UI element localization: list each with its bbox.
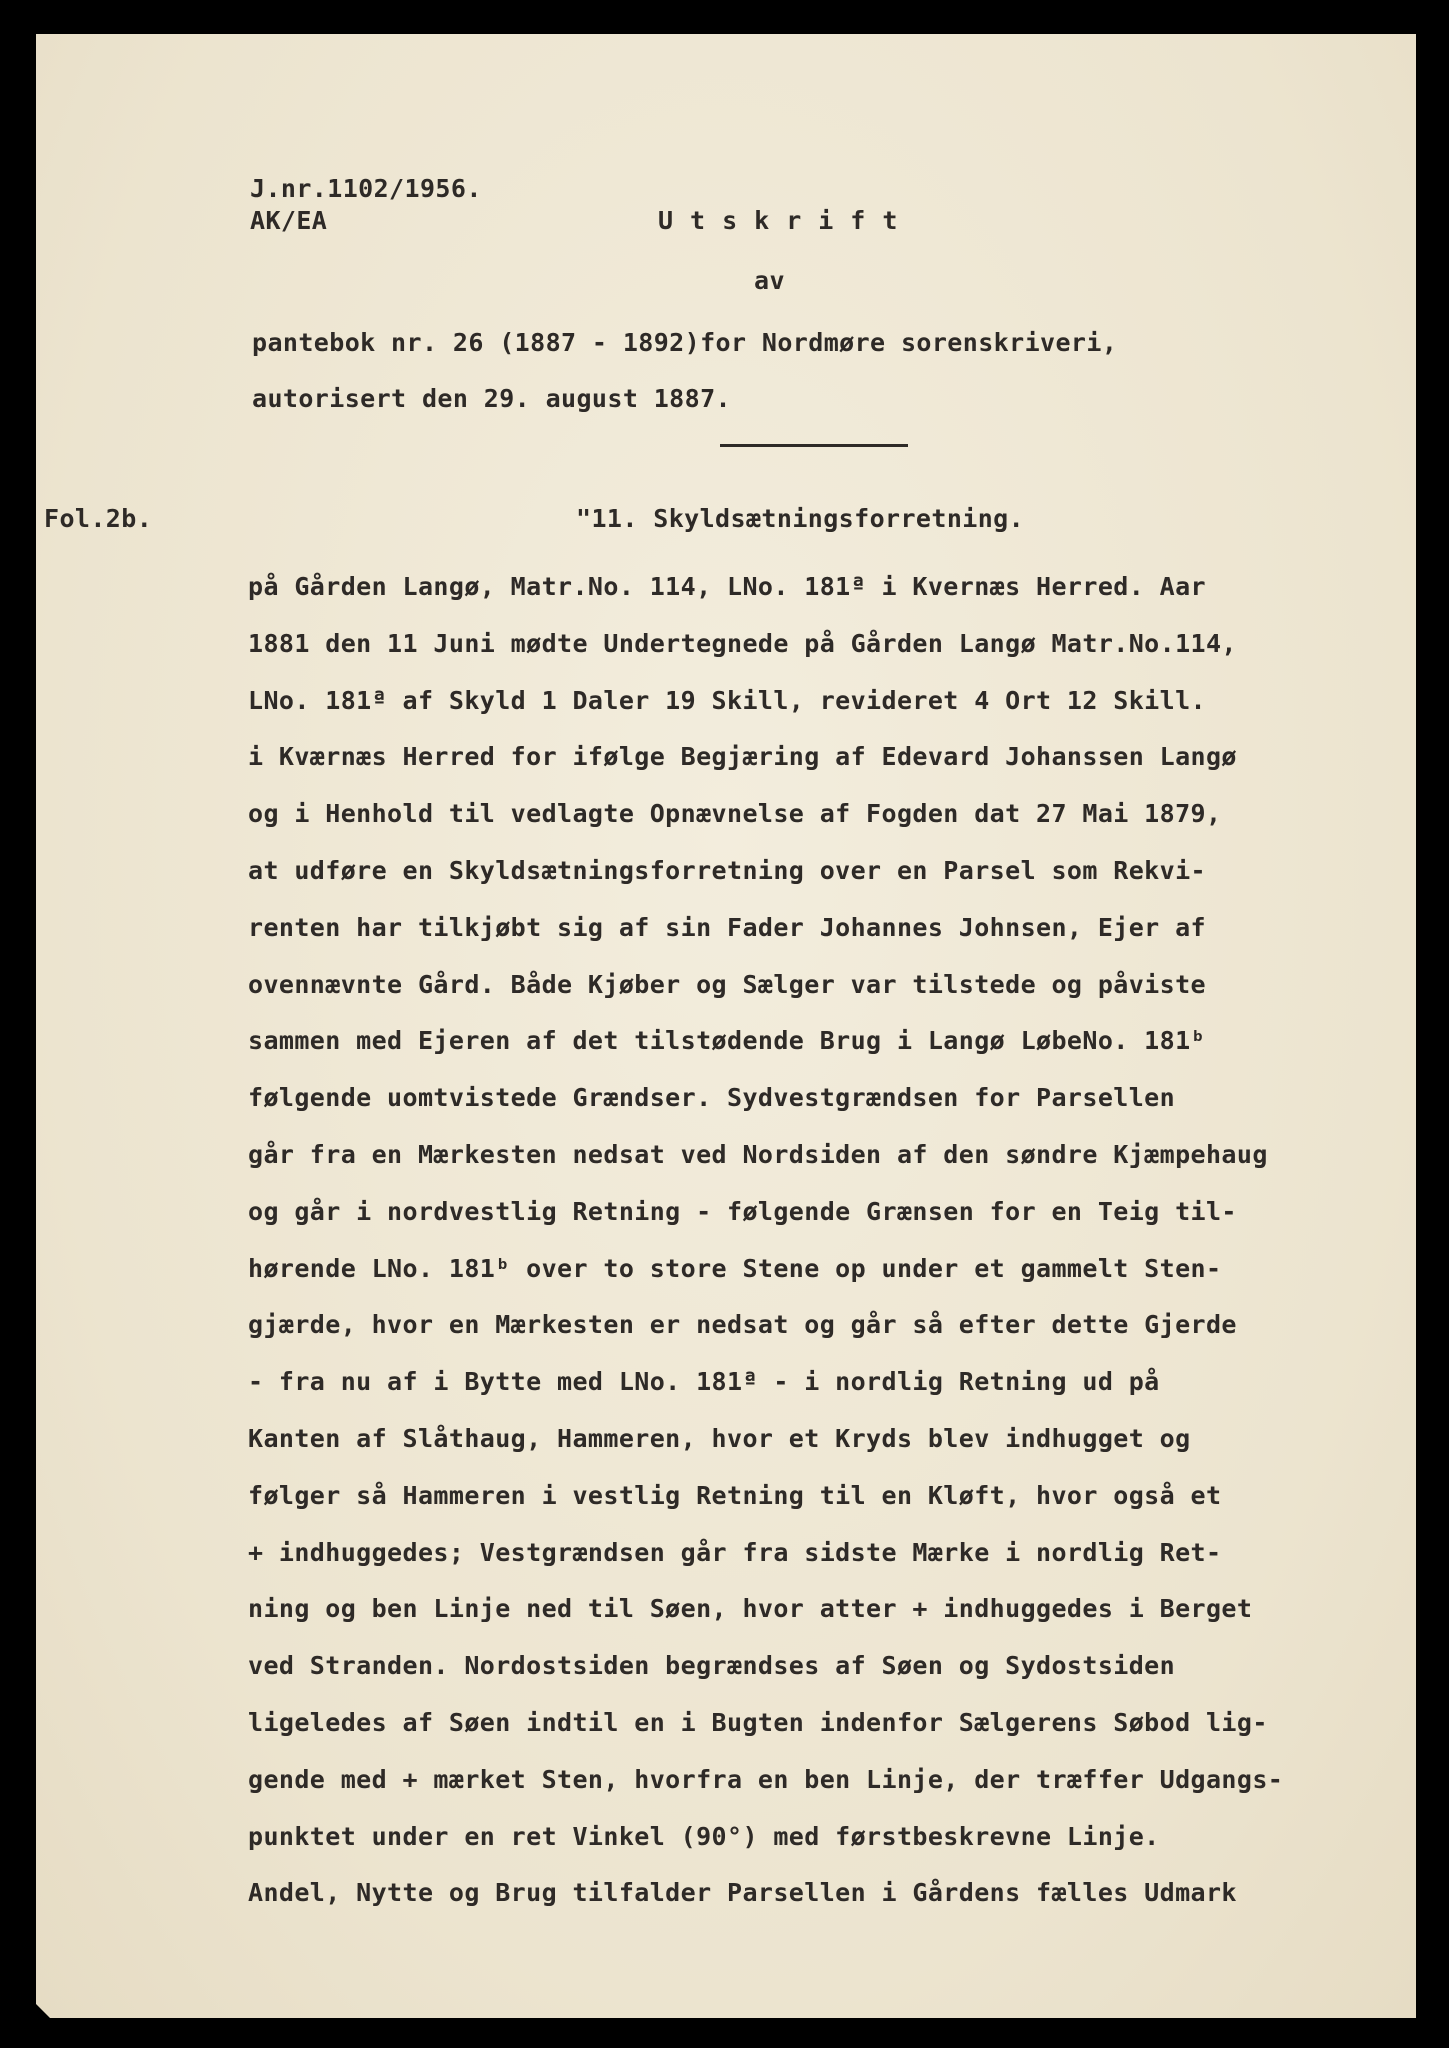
body-line: og går i nordvestlig Retning - følgende Grænsen for en Teig til-: [248, 1196, 1237, 1226]
body-line: 1881 den 11 Juni mødte Undertegnede på Gården Langø Matr.No.114,: [248, 628, 1237, 658]
body-line: LNo. 181ª af Skyld 1 Daler 19 Skill, revideret 4 Ort 12 Skill.: [248, 685, 1206, 715]
body-line: gende med + mærket Sten, hvorfra en ben Linje, der træffer Udgangs-: [248, 1764, 1284, 1794]
document-subtitle: av: [754, 266, 785, 295]
body-line: og i Henhold til vedlagte Opnævnelse af Fogden dat 27 Mai 1879,: [248, 799, 1222, 829]
body-line: punktet under en ret Vinkel (90°) med førstbeskrevne Linje.: [248, 1821, 1160, 1851]
intro-line-2: autorisert den 29. august 1887.: [252, 384, 731, 413]
body-line: - fra nu af i Bytte med LNo. 181ª - i nordlig Retning ud på: [248, 1367, 1160, 1397]
folio-marker: Fol.2b.: [44, 504, 153, 533]
body-line: ovennævnte Gård. Både Kjøber og Sælger var tilstede og påviste: [248, 969, 1206, 999]
body-line: Andel, Nytte og Brug tilfalder Parsellen i Gårdens fælles Udmark: [248, 1878, 1237, 1908]
body-line: i Kværnæs Herred for ifølge Begjæring af Edevard Johanssen Langø: [248, 742, 1237, 772]
body-line: følgende uomtvistede Grændser. Sydvestgrændsen for Parsellen: [248, 1083, 1176, 1113]
body-line: Kanten af Slåthaug, Hammeren, hvor et Kryds blev indhugget og: [248, 1424, 1191, 1453]
body-line: gjærde, hvor en Mærkesten er nedsat og går så efter dette Gjerde: [248, 1310, 1237, 1340]
journal-number: J.nr.1102/1956.: [250, 174, 482, 203]
divider-rule: [720, 444, 908, 447]
body-line: på Gården Langø, Matr.No. 114, LNo. 181ª i Kvernæs Herred. Aar: [248, 572, 1206, 601]
body-line: renten har tilkjøbt sig af sin Fader Johannes Johnsen, Ejer af: [248, 912, 1206, 942]
body-line: hørende LNo. 181ᵇ over to store Stene op under et gammelt Sten-: [248, 1253, 1222, 1283]
page-corner: [36, 2004, 50, 2018]
section-heading: "11. Skyldsætningsforretning.: [576, 504, 1025, 533]
document-title: Utskrift: [658, 206, 915, 235]
body-line: går fra en Mærkesten nedsat ved Nordsiden af den søndre Kjæmpehaug: [248, 1140, 1268, 1169]
initials: AK/EA: [250, 206, 328, 235]
body-line: ning og ben Linje ned til Søen, hvor atter + indhuggedes i Berget: [248, 1594, 1253, 1624]
body-line: følger så Hammeren i vestlig Retning til en Kløft, hvor også et: [248, 1480, 1222, 1510]
body-line: at udføre en Skyldsætningsforretning over en Parsel som Rekvi-: [248, 856, 1206, 885]
body-line: ved Stranden. Nordostsiden begrændses af Søen og Sydostsiden: [248, 1651, 1176, 1681]
body-line: sammen med Ejeren af det tilstødende Brug i Langø LøbeNo. 181ᵇ: [248, 1026, 1206, 1056]
document-page: [36, 34, 1416, 2018]
body-line: ligeledes af Søen indtil en i Bugten indenfor Sælgerens Søbod lig-: [248, 1708, 1268, 1737]
body-line: + indhuggedes; Vestgrændsen går fra sidste Mærke i nordlig Ret-: [248, 1537, 1222, 1567]
intro-line-1: pantebok nr. 26 (1887 - 1892)for Nordmøre sorenskriveri,: [252, 328, 1118, 357]
